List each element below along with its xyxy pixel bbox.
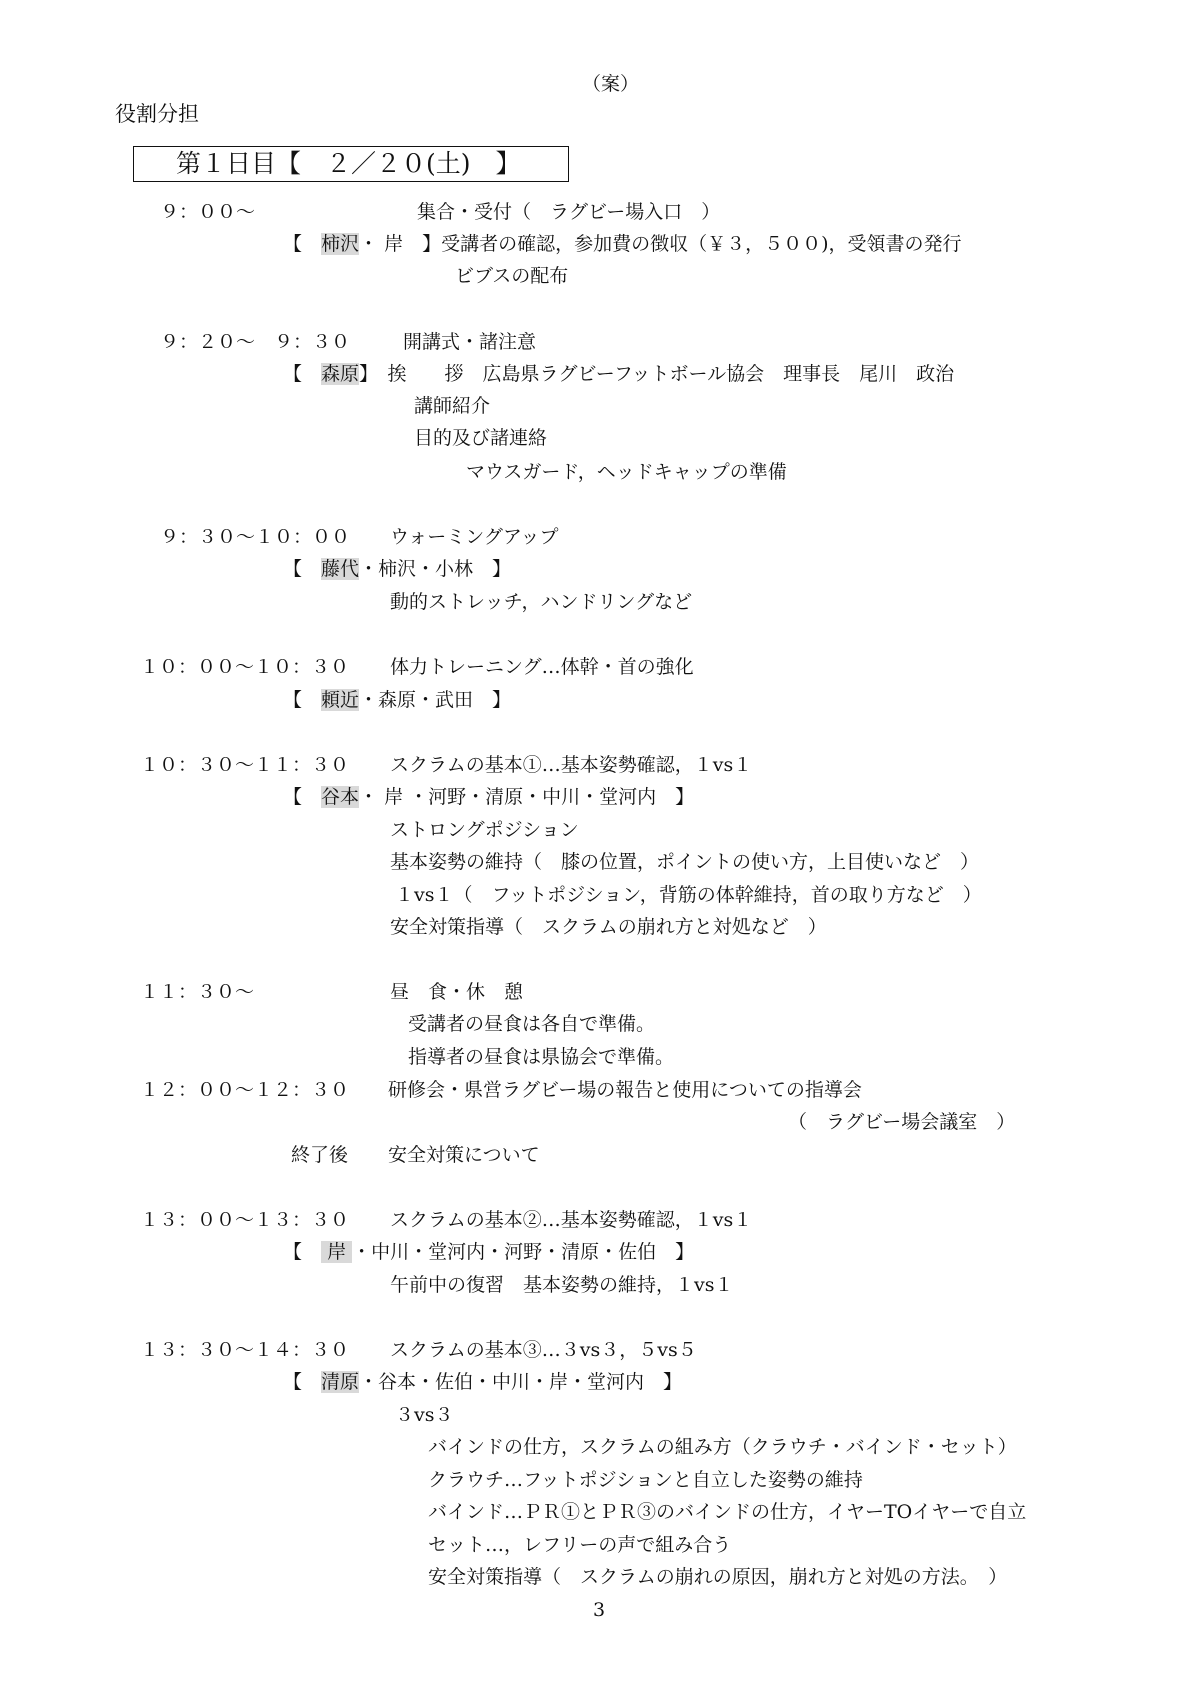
item-title: スクラムの基本②…基本姿勢確認，１vs１ <box>390 1209 753 1231</box>
staff-line <box>283 688 511 712</box>
item-time: ９：００～ <box>160 201 256 223</box>
staff-lead: 頼近 <box>321 689 360 711</box>
draft-label: （案） <box>582 73 640 95</box>
item-line: 午前中の復習 基本姿勢の維持，１vs１ <box>390 1274 734 1296</box>
staff-rest: ・ 岸 ・河野・清原・中川・堂河内 】 <box>359 786 695 808</box>
section-title: 役割分担 <box>115 102 199 126</box>
item-title: 集合・受付（ ラグビー場入口 ） <box>417 201 721 223</box>
staff-open: 【 <box>283 689 303 711</box>
item-line: 安全対策指導（ スクラムの崩れ方と対処など ） <box>390 916 827 938</box>
staff-open: 【 <box>283 1371 303 1393</box>
item-time: ９：３０～１０：００ <box>160 526 351 548</box>
item-title: スクラムの基本③…３vs３，５vs５ <box>390 1339 697 1361</box>
after-label: 終了後 <box>291 1144 349 1166</box>
staff-lead: 柿沢 <box>321 233 360 255</box>
item-time: １０：００～１０：３０ <box>140 656 350 678</box>
item-line: 講師紹介 <box>414 395 491 417</box>
item-line: バインドの仕方，スクラムの組み方（クラウチ・バインド・セット） <box>428 1436 1017 1458</box>
item-time: １１：３０～ <box>140 981 255 1003</box>
item-line: 基本姿勢の維持（ 膝の位置，ポイントの使い方，上目使いなど ） <box>390 851 980 873</box>
item-line: １vs１（ フットポジション，背筋の体幹維持，首の取り方など ） <box>395 884 982 906</box>
item-title: 開講式・諸注意 <box>403 331 537 353</box>
item-line: （ ラグビー場会議室 ） <box>788 1111 1016 1133</box>
staff-open: 【 <box>283 786 303 808</box>
staff-open: 【 <box>283 363 303 385</box>
staff-line <box>283 1370 682 1394</box>
staff-lead: 藤代 <box>321 558 360 580</box>
staff-open: 【 <box>283 558 303 580</box>
staff-lead: 岸 <box>321 1241 353 1263</box>
item-time: １２：００～１２：３０ <box>140 1079 350 1101</box>
item-line: 安全対策指導（ スクラムの崩れの原因，崩れ方と対処の方法。 ） <box>428 1566 1008 1588</box>
item-title: 昼 食・休 憩 <box>390 981 524 1003</box>
item-line: セット…，レフリーの声で組み合う <box>428 1534 732 1556</box>
item-title: ウォーミングアップ <box>390 526 559 548</box>
page-number: 3 <box>593 1599 606 1621</box>
staff-line <box>283 362 954 386</box>
item-time: １３：３０～１４：３０ <box>140 1339 350 1361</box>
item-line: マウスガード，ヘッドキャップの準備 <box>466 461 787 483</box>
item-title: 研修会・県営ラグビー場の報告と使用についての指導会 <box>388 1079 862 1101</box>
after-text: 安全対策について <box>388 1144 540 1166</box>
item-line: ストロングポジション <box>390 819 579 841</box>
item-title: スクラムの基本①…基本姿勢確認，１vs１ <box>390 754 753 776</box>
item-line: ビブスの配布 <box>455 265 569 287</box>
staff-open: 【 <box>283 1241 303 1263</box>
item-line: バインド…ＰＲ①とＰＲ③のバインドの仕方，イヤーTOイヤーで自立 <box>428 1501 1027 1523</box>
staff-rest: ・柿沢・小林 】 <box>359 558 512 580</box>
item-time: １０：３０～１１：３０ <box>140 754 350 776</box>
item-line: 指導者の昼食は県協会で準備。 <box>408 1046 675 1068</box>
day-title: 第１日目【 ２／２０(土) 】 <box>176 149 521 178</box>
staff-line <box>283 1240 694 1264</box>
staff-rest: ・谷本・佐伯・中川・岸・堂河内 】 <box>359 1371 683 1393</box>
item-line: 受講者の昼食は各自で準備。 <box>408 1013 656 1035</box>
staff-lead: 清原 <box>321 1371 360 1393</box>
item-line: ３vs３ <box>395 1404 454 1426</box>
item-time: １３：００～１３：３０ <box>140 1209 350 1231</box>
item-line: 動的ストレッチ，ハンドリングなど <box>390 591 693 613</box>
staff-lead: 谷本 <box>321 786 360 808</box>
staff-rest: ・ 岸 】受講者の確認，参加費の徴収（￥３，５００)，受領書の発行 <box>359 233 962 255</box>
item-time: ９：２０～ ９：３０ <box>160 331 351 353</box>
item-line: 目的及び諸連絡 <box>414 427 548 449</box>
staff-rest: ・中川・堂河内・河野・清原・佐伯 】 <box>352 1241 695 1263</box>
staff-line <box>283 557 511 581</box>
staff-line <box>283 785 694 809</box>
item-line: クラウチ…フットポジションと自立した姿勢の維持 <box>428 1469 863 1491</box>
staff-rest: 】 挨 拶 広島県ラグビーフットボール協会 理事長 尾川 政治 <box>359 363 955 385</box>
item-title: 体力トレーニング…体幹・首の強化 <box>390 656 694 678</box>
staff-lead: 森原 <box>321 363 360 385</box>
staff-open: 【 <box>283 233 303 255</box>
staff-rest: ・森原・武田 】 <box>359 689 512 711</box>
staff-line <box>283 232 962 256</box>
